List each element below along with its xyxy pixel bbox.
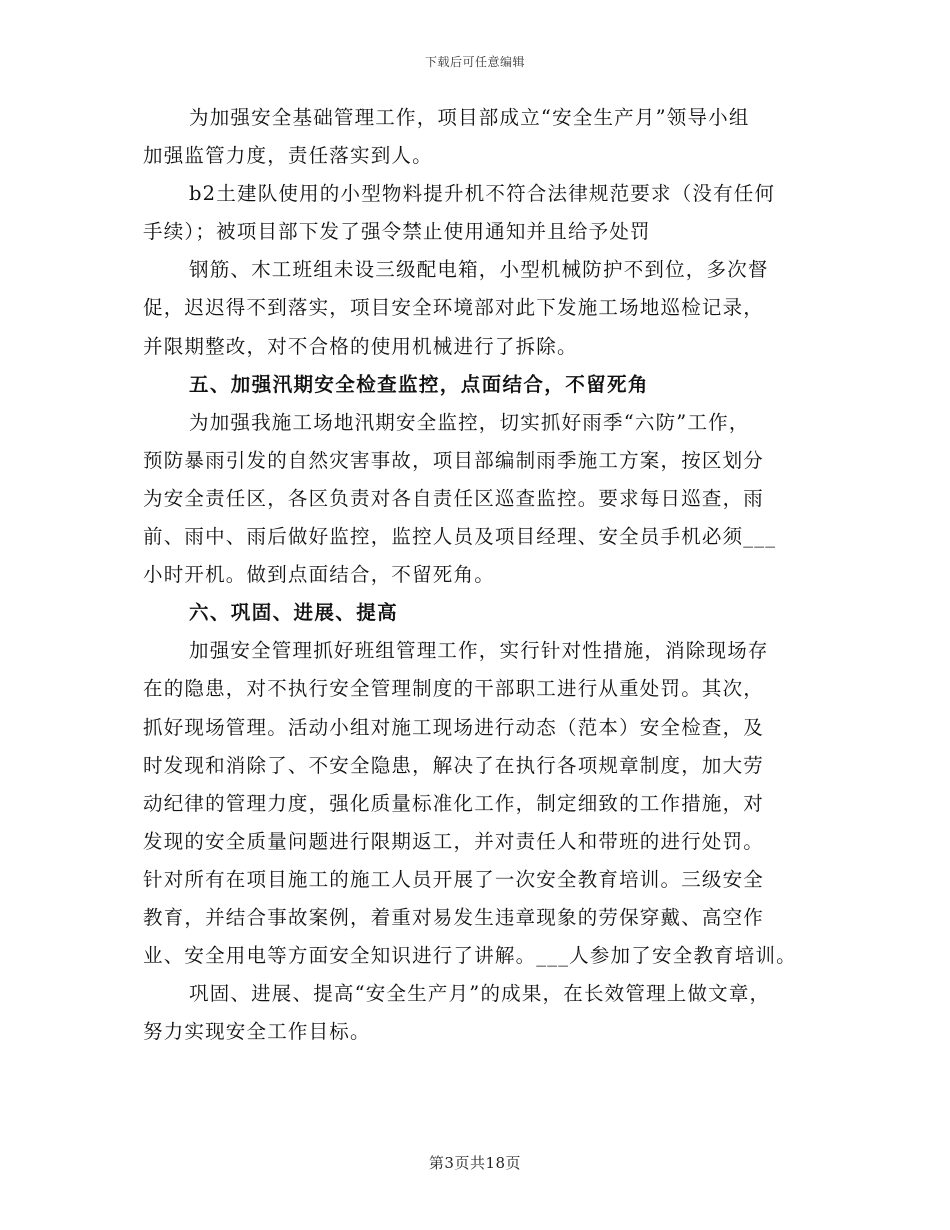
paragraph-line: 在的隐患，对不执行安全管理制度的干部职工进行从重处罚。其次， [143, 677, 765, 701]
paragraph-line: 业、安全用电等方面安全知识进行了讲解。___人参加了安全教育培训。 [143, 944, 797, 968]
paragraph-line: 手续）；被项目部下发了强令禁止使用通知并且给予处罚 [143, 220, 651, 244]
paragraph-line: 加强监管力度，责任落实到人。 [143, 144, 433, 168]
section-heading-6: 六、巩固、进展、提高 [189, 601, 399, 625]
page-number: 第3页共18页 [428, 1154, 522, 1172]
paragraph-line: 促，迟迟得不到落实，项目安全环境部对此下发施工场地巡检记录， [143, 296, 765, 320]
paragraph-line: 为加强安全基础管理工作，项目部成立“安全生产月”领导小组 [189, 106, 750, 129]
paragraph-line: 努力实现安全工作目标。 [143, 1020, 371, 1044]
paragraph-line: 前、雨中、雨后做好监控，监控人员及项目经理、安全员手机必须___ [143, 525, 777, 549]
paragraph-line: 动纪律的管理力度，强化质量标准化工作，制定细致的工作措施，对 [143, 791, 765, 815]
paragraph-line: 为安全责任区，各区负责对各自责任区巡查监控。要求每日巡查，雨 [143, 486, 765, 510]
section-heading-5: 五、加强汛期安全检查监控，点面结合，不留死角 [189, 372, 649, 396]
document-body [143, 108, 813, 1060]
paragraph-line: 预防暴雨引发的自然灾害事故，项目部编制雨季施工方案，按区划分 [143, 448, 765, 472]
paragraph-line: b2土建队使用的小型物料提升机不符合法律规范要求（没有任何 [189, 182, 776, 206]
paragraph-line: 时发现和消除了、不安全隐患，解决了在执行各项规章制度，加大劳 [143, 753, 765, 777]
paragraph-line: 巩固、进展、提高“安全生产月”的成果，在长效管理上做文章， [189, 982, 771, 1006]
paragraph-line: 为加强我施工场地汛期安全监控，切实抓好雨季“六防”工作， [189, 410, 750, 434]
paragraph-line: 教育，并结合事故案例，着重对易发生违章现象的劳保穿戴、高空作 [143, 905, 765, 929]
page-header: 下载后可任意编辑 [424, 55, 525, 69]
paragraph-line: 并限期整改，对不合格的使用机械进行了拆除。 [143, 334, 578, 358]
paragraph-line: 小时开机。做到点面结合，不留死角。 [143, 563, 495, 587]
paragraph-line: 针对所有在项目施工的施工人员开展了一次安全教育培训。三级安全 [143, 867, 765, 891]
paragraph-line: 抓好现场管理。活动小组对施工现场进行动态（范本）安全检查，及 [143, 715, 765, 739]
paragraph-line: 钢筋、木工班组未设三级配电箱，小型机械防护不到位，多次督 [189, 258, 769, 282]
paragraph-line: 发现的安全质量问题进行限期返工，并对责任人和带班的进行处罚。 [143, 829, 765, 853]
paragraph-line: 加强安全管理抓好班组管理工作，实行针对性措施，消除现场存 [189, 639, 769, 663]
